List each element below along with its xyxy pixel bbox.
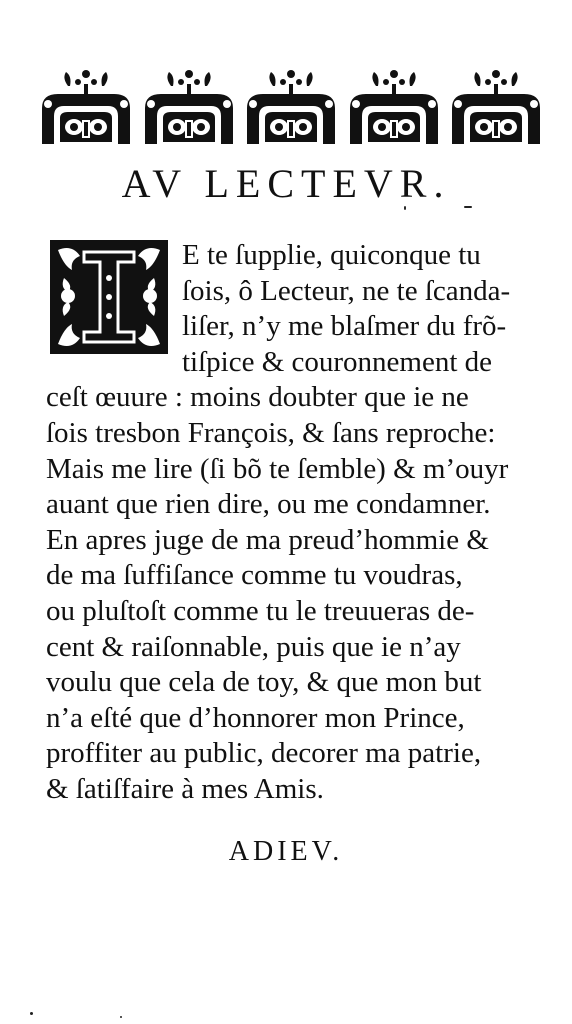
text-line: ou pluſtoſt comme tu le treuueras de- — [46, 594, 475, 627]
text-line: liſer, n’y me blaſmer du frõ- — [182, 310, 507, 343]
ink-speck — [404, 206, 406, 210]
text-line: de ma ſuffiſance comme tu voudras, — [46, 559, 463, 592]
fleuron-ornament-icon — [141, 64, 237, 144]
text-line: auant que rien dire, ou me condamner. — [46, 488, 491, 521]
text-line: ſois, ô Lecteur, ne te ſcanda- — [182, 274, 511, 307]
fleuron-ornament-icon — [346, 64, 442, 144]
fleuron-ornament-icon — [243, 64, 339, 144]
ink-speck — [30, 1012, 33, 1015]
text-line: ceſt œuure : moins doubter que ie ne — [46, 381, 469, 414]
text-line: Mais me lire (ſi bõ te ſemble) & m’ouyr — [46, 452, 509, 485]
text-line: ſois tresbon François, & ſans reproche: — [46, 416, 496, 449]
text-line: voulu que cela de toy, & que mon but — [46, 666, 482, 699]
ink-speck — [464, 206, 472, 208]
text-line: tiſpice & couronnement de — [182, 345, 493, 378]
text-line: n’a eſté que d’honnorer mon Prince, — [46, 701, 465, 734]
text-line: & ſatiſfaire à mes Amis. — [46, 772, 324, 805]
ink-speck — [120, 1016, 122, 1018]
text-line: E te ſupplie, quiconque tu — [182, 239, 481, 271]
text-line: cent & raiſonnable, puis que ie n’ay — [46, 630, 461, 663]
body-paragraph — [46, 238, 552, 808]
text-line: En apres juge de ma preud’hommie & — [46, 523, 489, 556]
closing-word: ADIEV. — [228, 836, 344, 867]
page-heading: AV LECTEVR. — [121, 161, 451, 206]
ornamental-headband — [38, 64, 544, 144]
fleuron-ornament-icon — [448, 64, 544, 144]
text-line: proffiter au public, decorer ma patrie, — [46, 737, 482, 770]
fleuron-ornament-icon — [38, 64, 134, 144]
